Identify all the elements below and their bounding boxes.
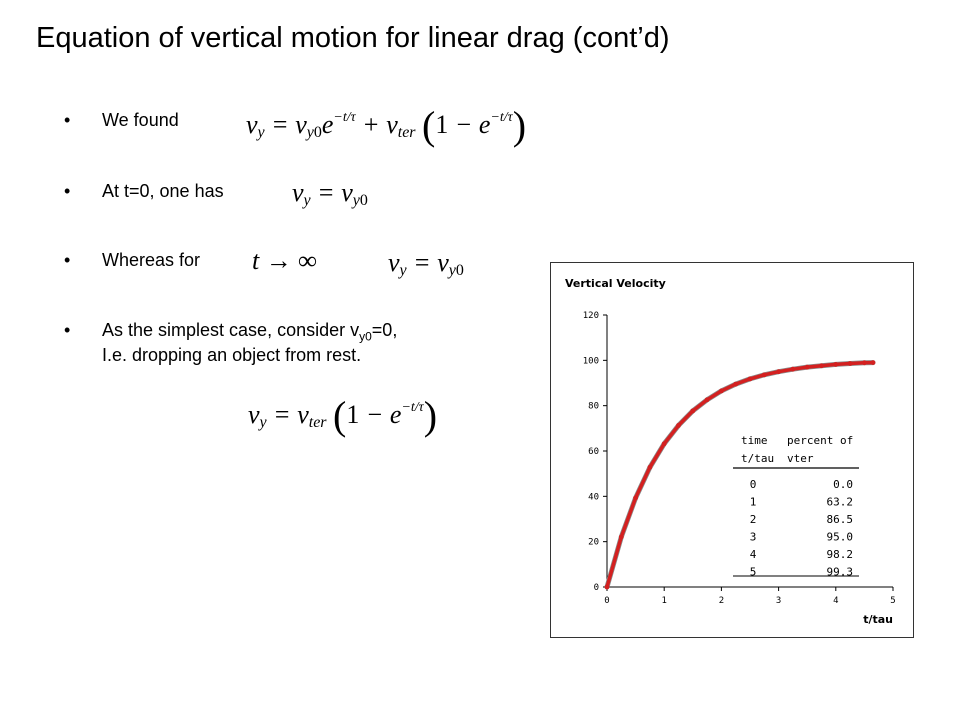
y-tick-label: 0 (593, 583, 599, 593)
data-point (871, 360, 876, 365)
table-cell-percent: 86.5 (826, 513, 853, 526)
table-cell-percent: 63.2 (826, 495, 853, 509)
table-cell-percent: 99.3 (826, 565, 853, 579)
y-tick-label: 60 (588, 447, 599, 457)
table-header-vter: vter (787, 452, 814, 465)
x-tick-label: 0 (604, 596, 610, 606)
data-point (805, 365, 810, 370)
equation-vy-initial: $v_y = v_{y0}$ (292, 178, 368, 209)
y-tick-label: 40 (588, 492, 599, 503)
table-header-percent: percent of (787, 434, 854, 447)
bullet-text-whereas: Whereas for (102, 250, 201, 270)
y-tick-label: 120 (582, 311, 599, 321)
bullet-marker: • (64, 181, 71, 201)
data-point (848, 361, 853, 366)
vertical-velocity-chart (550, 262, 914, 638)
bullet-text-we-found: We found (102, 110, 179, 130)
equation-vy-from-rest: $v_y = v_{ter}$ $(1 - e^{-t/\tau})$ (248, 393, 438, 438)
data-point (833, 362, 838, 367)
x-axis-label: t/tau (863, 613, 893, 626)
x-tick-label: 2 (718, 596, 725, 606)
data-point (776, 369, 781, 374)
data-point (633, 496, 638, 501)
equation-t-infinity: t → ∞ (252, 246, 317, 275)
slide-title: Equation of vertical motion for linear drag (cont’d) (36, 22, 670, 54)
chart-title: Vertical Velocity (565, 277, 666, 290)
x-tick-label: 4 (833, 596, 839, 606)
table-cell-time: 2 (749, 513, 757, 526)
data-point (662, 441, 667, 446)
data-point (705, 397, 710, 402)
table-cell-time: 0 (749, 478, 757, 491)
equation-vy-limit: $v_y = v_{y0}$ (388, 248, 464, 279)
x-tick-label: 5 (890, 596, 896, 606)
y-tick-label: 80 (588, 401, 599, 412)
data-point (819, 363, 824, 368)
data-point (762, 372, 767, 377)
data-point (648, 465, 653, 470)
bullet-marker: • (64, 320, 71, 340)
chart-svg (551, 263, 913, 637)
bullet-text-at-t0: At t=0, one has (102, 181, 224, 201)
data-point (619, 535, 624, 540)
table-cell-percent: 98.2 (826, 548, 853, 561)
table-cell-time: 5 (749, 565, 757, 579)
data-point (690, 408, 695, 413)
data-point (862, 360, 867, 365)
bullet-marker: • (64, 110, 71, 130)
table-cell-percent: 0.0 (833, 478, 853, 491)
data-point (748, 377, 753, 382)
data-point (676, 423, 681, 428)
equation-vy-general: $v_y = v_{y0}e^{-t/\tau} + v_{ter}$ $(1 - e^{-t/\tau})$ (246, 103, 527, 148)
y-tick-label: 20 (588, 537, 599, 548)
table-header-time: time (741, 434, 768, 447)
y-tick-label: 100 (582, 356, 599, 367)
table-cell-time: 3 (749, 530, 757, 544)
bullet-text-simplest-case: As the simplest case, consider $v_{y0}=0$, (102, 320, 398, 344)
x-tick-label: 3 (775, 596, 782, 606)
table-header-tau: t/tau (741, 452, 775, 465)
table-cell-time: 1 (749, 495, 757, 509)
x-tick-label: 1 (661, 596, 667, 606)
data-point (719, 389, 724, 394)
table-cell-time: 4 (749, 548, 757, 561)
bullet-marker: • (64, 250, 71, 270)
data-point (791, 367, 796, 372)
bullet-text-dropping: I.e. dropping an object from rest. (102, 345, 362, 365)
data-point (605, 585, 610, 590)
table-cell-percent: 95.0 (826, 530, 853, 544)
data-point (733, 382, 738, 387)
